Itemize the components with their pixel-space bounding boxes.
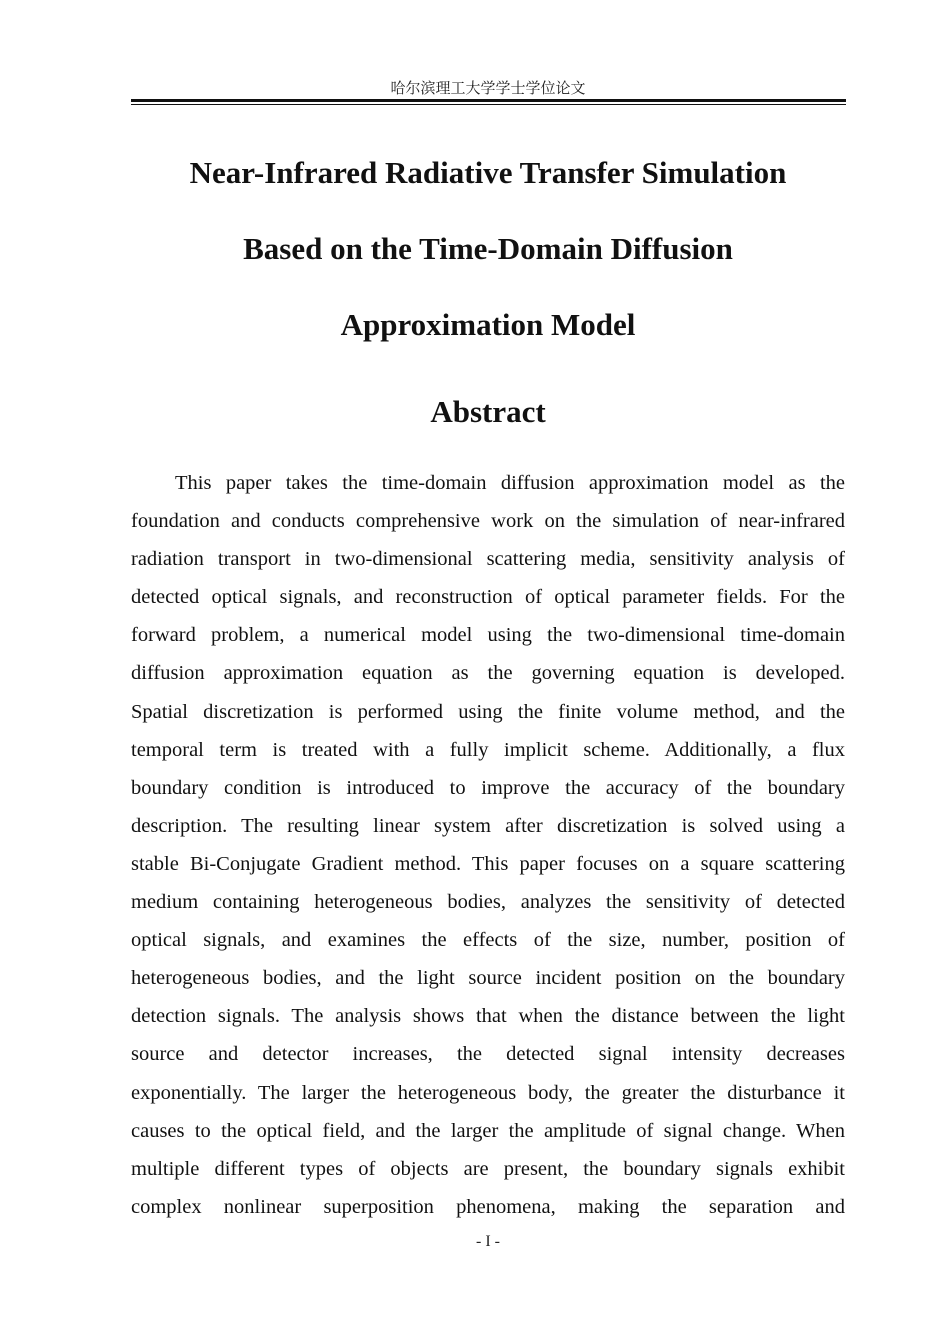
abstract-line: causes to the optical field, and the larger the amplitude of signal change. When [131, 1119, 845, 1142]
running-header: 哈尔滨理工大学学士学位论文 [390, 79, 586, 97]
abstract-line: source and detector increases, the detected signal intensity decreases [131, 1043, 845, 1066]
abstract-line: temporal term is treated with a fully implicit scheme. Additionally, a flux [131, 738, 845, 761]
abstract-line: complex nonlinear superposition phenomena, making the separation and [131, 1195, 845, 1218]
title-line: Based on the Time-Domain Diffusion [243, 231, 733, 266]
title-line: Approximation Model [340, 307, 636, 342]
header-rule-thick [131, 99, 846, 102]
abstract-line: medium containing heterogeneous bodies, analyzes the sensitivity of detected [131, 891, 845, 914]
abstract-line: boundary condition is introduced to improve the accuracy of the boundary [131, 776, 845, 799]
abstract-line: radiation transport in two-dimensional scattering media, sensitivity analysis of [131, 548, 845, 571]
abstract-line: forward problem, a numerical model using the two-dimensional time-domain [131, 624, 845, 647]
abstract-line: This paper takes the time-domain diffusion approximation model as the [175, 472, 845, 494]
abstract-line: exponentially. The larger the heterogeneous body, the greater the disturbance it [131, 1081, 845, 1104]
title-line: Near-Infrared Radiative Transfer Simulation [189, 155, 787, 190]
abstract-line: foundation and conducts comprehensive work on the simulation of near-infrared [131, 510, 845, 533]
abstract-line: detection signals. The analysis shows that when the distance between the light [131, 1005, 845, 1028]
document-title [131, 135, 845, 363]
abstract-line: stable Bi-Conjugate Gradient method. This paper focuses on a square scattering [131, 852, 845, 875]
abstract-line: multiple different types of objects are present, the boundary signals exhibit [131, 1157, 845, 1180]
abstract-line: heterogeneous bodies, and the light source incident position on the boundary [131, 967, 845, 990]
abstract-heading: Abstract [430, 394, 546, 429]
abstract-line: Spatial discretization is performed using the finite volume method, and the [131, 700, 845, 723]
abstract-line: optical signals, and examines the effects of the size, number, position of [131, 929, 845, 952]
abstract-line: description. The resulting linear system after discretization is solved using a [131, 814, 845, 837]
abstract-line: detected optical signals, and reconstruction of optical parameter fields. For the [131, 586, 845, 609]
header-rule-thin [131, 104, 846, 105]
abstract-line: diffusion approximation equation as the governing equation is developed. [131, 662, 845, 685]
page-number: - I - [476, 1233, 500, 1250]
abstract-paragraph [131, 464, 845, 1226]
